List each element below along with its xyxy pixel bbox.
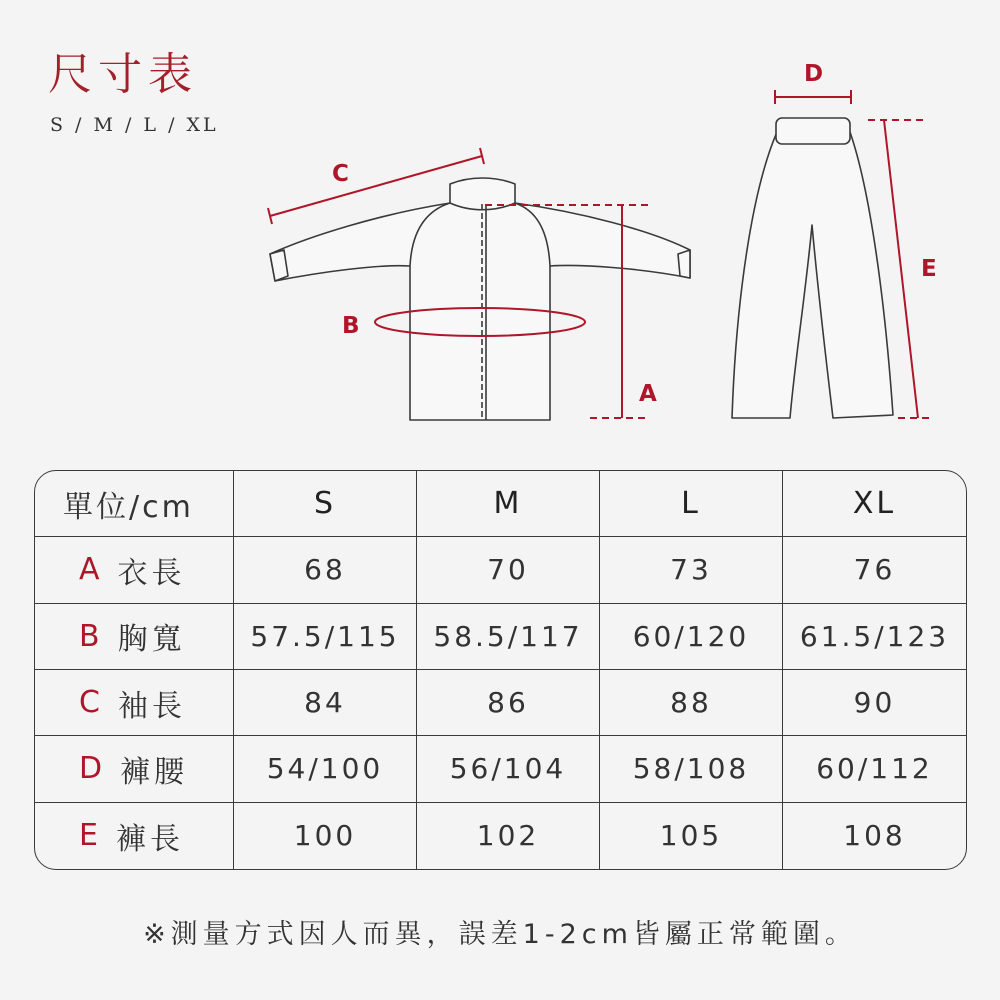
row-letter: D [79,751,107,787]
label-c: C [332,161,349,187]
label-a: A [639,381,657,407]
table-cell: 68 [234,537,417,603]
size-header-m: M [417,471,600,537]
row-header-a [35,537,234,603]
table-cell: 86 [417,670,600,736]
table-cell: 57.5/115 [234,604,417,670]
size-list-subtitle: S / M / L / XL [50,114,219,136]
row-header-e [35,803,234,869]
label-d: D [804,61,824,87]
label-b: B [342,313,360,339]
row-name: 褲長 [115,821,184,857]
label-e: E [921,256,937,282]
row-letter: A [79,552,104,588]
table-cell: 73 [600,537,783,603]
row-name: 袖長 [117,688,186,724]
pants-illustration [732,118,893,418]
row-name: 胸寬 [117,622,186,658]
size-header-s: S [234,471,417,537]
table-cell: 58/108 [600,736,783,802]
table-cell: 58.5/117 [417,604,600,670]
pants-body [732,132,893,418]
row-name: 褲腰 [120,754,189,790]
size-header-xl: XL [783,471,966,537]
page-title: 尺寸表 [48,49,198,100]
jacket-illustration [270,178,690,420]
jacket-left-cuff [270,250,288,281]
row-header-d [35,736,234,802]
row-letter: B [79,618,104,654]
size-chart-table [34,470,967,870]
jacket-right-cuff [678,250,690,278]
garment-measurement-diagram [0,0,1000,460]
row-name: 衣長 [117,555,186,591]
row-letter: C [79,685,104,721]
table-cell: 88 [600,670,783,736]
row-header-b [35,604,234,670]
table-cell: 70 [417,537,600,603]
unit-header: 單位/cm [35,471,234,537]
table-cell: 56/104 [417,736,600,802]
table-cell: 54/100 [234,736,417,802]
jacket-body [410,203,550,420]
table-cell: 102 [417,803,600,869]
size-header-l: L [600,471,783,537]
table-cell: 90 [783,670,966,736]
measurement-footnote: ※測量方式因人而異，誤差1-2cm皆屬正常範圍。 [143,919,857,950]
table-cell: 76 [783,537,966,603]
table-cell: 105 [600,803,783,869]
row-header-c [35,670,234,736]
table-cell: 60/112 [783,736,966,802]
pants-waistband [776,118,850,144]
table-cell: 61.5/123 [783,604,966,670]
table-cell: 108 [843,819,906,853]
row-letter: E [79,818,102,854]
table-cell: 84 [234,670,417,736]
table-cell: 100 [234,803,417,869]
table-cell: 60/120 [600,604,783,670]
